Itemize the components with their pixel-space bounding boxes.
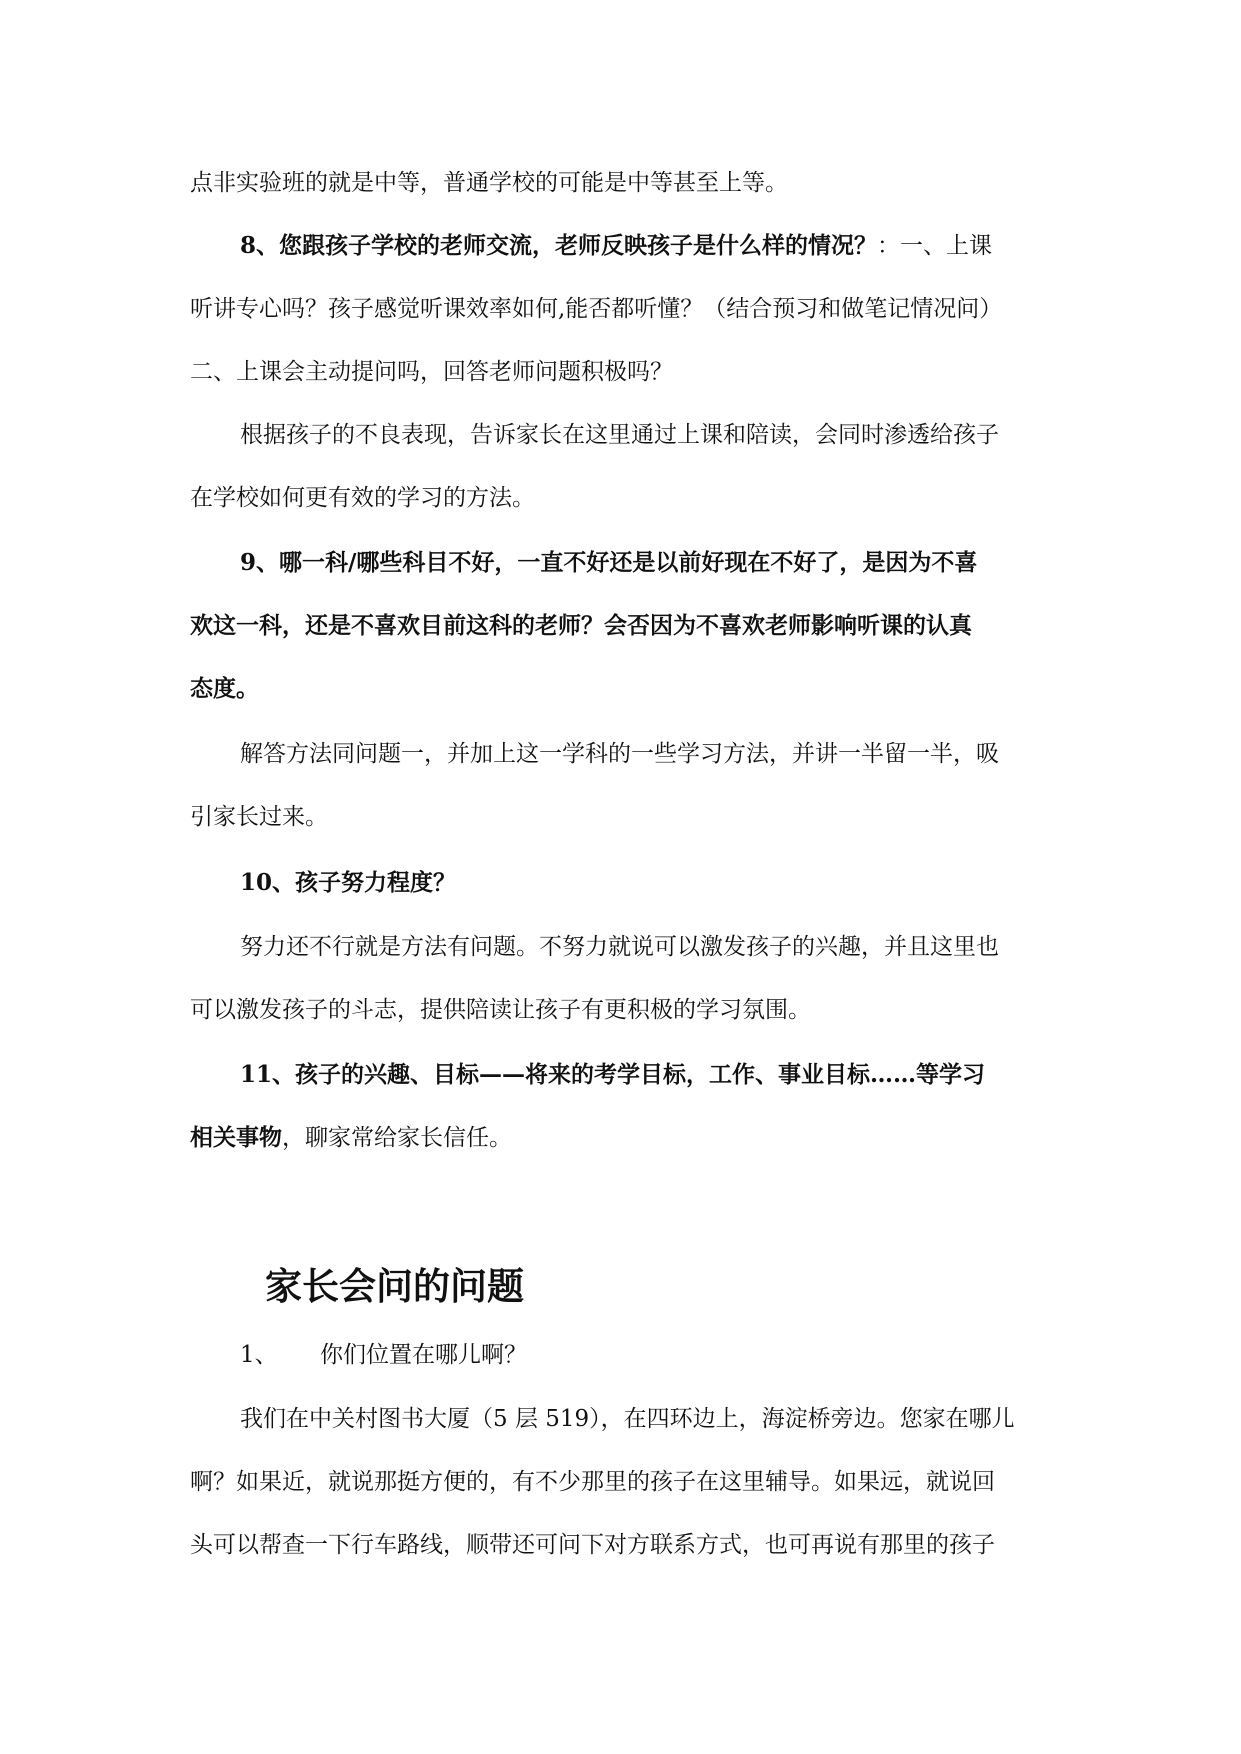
answer-1-line: 我们在中关村图书大厦（5 层 519），在四环边上，海淀桥旁边。您家在哪儿 [240,1406,1015,1432]
question-11-line: 相关事物，聊家常给家长信任。 [190,1124,512,1151]
question-10-line: 10、孩子努力程度？ [240,869,457,896]
question-9-line: 9、哪一科/哪些科目不好，一直不好还是以前好现在不好了，是因为不喜 [240,549,978,576]
paragraph-line: 头可以帮查一下行车路线，顺带还可问下对方联系方式，也可再说有那里的孩子 [190,1532,995,1558]
section-heading: 家长会问的问题 [265,1264,524,1308]
question-8-line: 8、您跟孩子学校的老师交流，老师反映孩子是什么样的情况？：一、上课 [240,232,993,259]
question-9-line: 欢这一科，还是不喜欢目前这科的老师？会否因为不喜欢老师影响听课的认真 [190,612,972,639]
question-8-title: 8、您跟孩子学校的老师交流，老师反映孩子是什么样的情况？ [240,232,878,259]
paragraph-line: 啊？如果近，就说那挺方便的，有不少那里的孩子在这里辅导。如果远，就说回 [190,1469,995,1495]
paragraph-line: 可以激发孩子的斗志，提供陪读让孩子有更积极的学习氛围。 [190,997,811,1023]
paragraph-line: 在学校如何更有效的学习的方法。 [190,485,535,511]
answer-10-line: 努力还不行就是方法有问题。不努力就说可以激发孩子的兴趣，并且这里也 [240,934,999,960]
paragraph-line: 二、上课会主动提问吗，回答老师问题积极吗？ [190,359,673,385]
question-number: 1、 [240,1342,278,1368]
answer-8-line: 根据孩子的不良表现，告诉家长在这里通过上课和陪读，会同时渗透给孩子 [240,422,999,448]
paragraph-line: 点非实验班的就是中等，普通学校的可能是中等甚至上等。 [190,170,788,196]
question-text: 你们位置在哪儿啊？ [320,1342,527,1368]
answer-9-line: 解答方法同问题一，并加上这一学科的一些学习方法，并讲一半留一半，吸 [240,741,999,767]
parent-question-1 [240,1340,1070,1370]
paragraph-line: 听讲专心吗？孩子感觉听课效率如何,能否都听懂？（结合预习和做笔记情况问） [190,296,1003,322]
paragraph-line: 引家长过来。 [190,804,328,830]
question-11-line: 11、孩子的兴趣、目标——将来的考学目标，工作、事业目标……等学习 [240,1061,986,1088]
question-9-line: 态度。 [190,675,259,702]
